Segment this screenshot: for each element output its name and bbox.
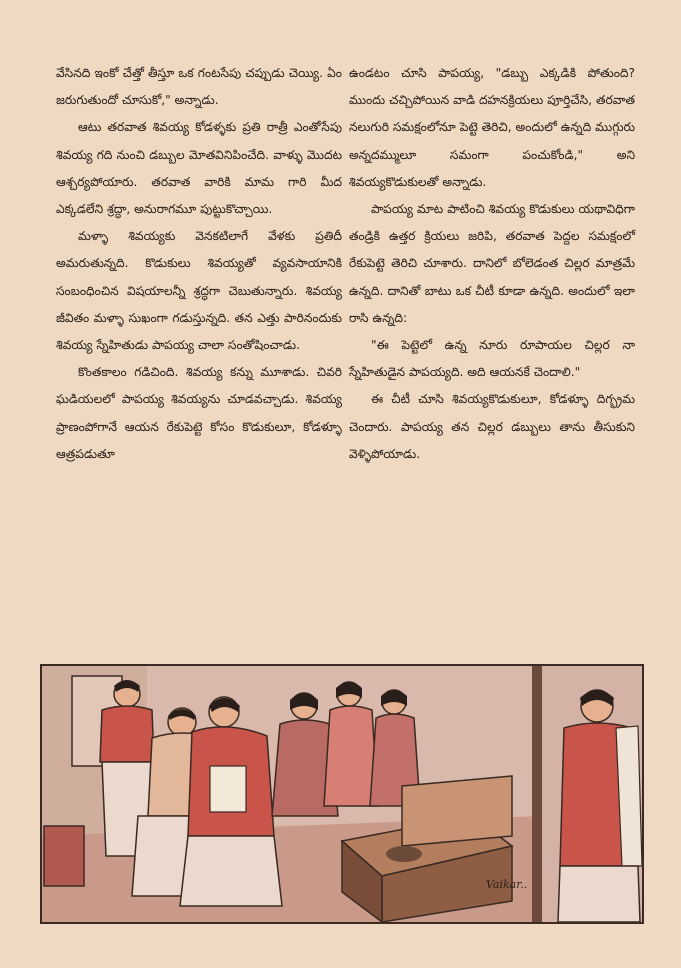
story-illustration [40,664,644,924]
right-text-column [349,60,635,468]
note-paper-icon [210,766,246,812]
paragraph: ఈ చీటీ చూసి శివయ్యకొడుకులూ, కోడళ్ళూ దిగ్భ్రమ చెందారు. పాపయ్య తన చిల్లర డబ్బులు తాను తీసుకుని వెళ్ళిపోయాడు. [349,392,635,461]
paragraph: "ఈ పెట్టెలో ఉన్న నూరు రూపాయల చిల్లర నా స్నేహితుడైన పాపయ్యది. అది ఆయనకే చెందాలి." [349,338,635,380]
artist-signature: Vaikar.. [486,878,528,891]
paragraph: ఆటు తరవాత శివయ్య కోడళ్ళకు ప్రతి రాత్రీ ఎంతోసేపు శివయ్య గది నుంచి డబ్బుల మోతవినిపించేది. వాళ్ళు మొదట ఆశ్చర్యపోయారు. తరవాత వారికి మామ గారి మీద ఎక్కడలేని శ్రద్ధా, అనురాగమూ పుట్టుకొచ్చాయి. [56,120,342,217]
left-text-column [56,60,342,468]
illustration-drawing [42,666,642,922]
paragraph: కొంతకాలం గడిచింది. శివయ్య కన్ను మూశాడు. చివరి ఘడియలలో పాపయ్య శివయ్యను చూడవచ్చాడు. శివయ్య ప్రాణంపోగానే ఆయన రేకుపెట్టె కోసం కొడుకులూ, కోడళ్ళూ ఆత్రపడుతూ [56,365,342,461]
paragraph: వేసినది ఇంకో చేత్తో తీస్తూ ఒక గంటసేపు చప్పుడు చెయ్యి. ఏం జరుగుతుందో చూసుకో," అన్నాడు. [56,66,342,108]
paragraph: ఉండటం చూసి పాపయ్య, "డబ్బు ఎక్కడికి పోతుంది? ముందు చచ్చిపోయిన వాడి దహనక్రియలు పూర్తిచేసి, తరవాత నలుగురి సమక్షంలోనూ పెట్టె తెరిచి, అందులో ఉన్నది ముగ్గురు అన్నదమ్ములూ సమంగా పంచుకోండి," అని శివయ్యకొడుకులతో అన్నాడు. [349,66,635,189]
coins-pile-icon [386,846,422,862]
paragraph: మళ్ళా శివయ్యకు వెనకటిలాగే వేళకు ప్రతిదీ అమరుతున్నది. కొడుకులు శివయ్యతో వ్యవసాయానికి సంబంధించిన విషయాలన్నీ శ్రద్ధగా చెబుతున్నారు. శివయ్య జీవితం మళ్ళా సుఖంగా గడుస్తున్నది. తన ఎత్తు పారినందుకు శివయ్య స్నేహితుడు పాపయ్య చాలా సంతోషించాడు. [56,229,342,353]
paragraph: పాపయ్య మాట పాటించి శివయ్య కొడుకులు యథావిధిగా తండ్రికి ఉత్తర క్రియలు జరిపి, తరవాత పెద్దల సమక్షంలో రేకుపెట్టె తెరిచి చూశారు. దానిలో బోలెడంత చిల్లర మాత్రమే ఉన్నది. దానితో బాటు ఒక చీటీ కూడా ఉన్నది. అందులో ఇలా రాసి ఉన్నది: [349,202,635,325]
women-group-figure [272,682,420,816]
